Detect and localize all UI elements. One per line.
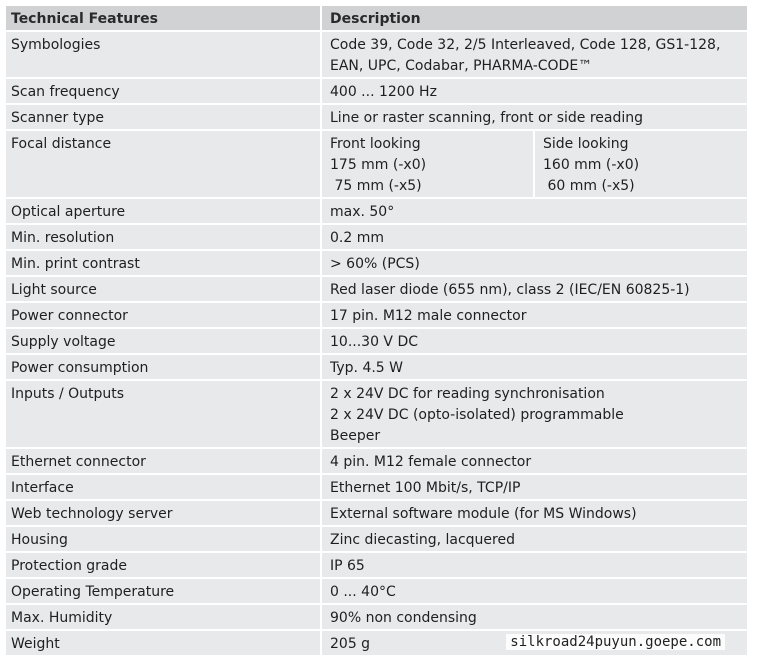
feature-label: Ethernet connector [6,449,320,473]
description-line: 2 x 24V DC for reading synchronisation [330,386,605,402]
feature-label: Light source [6,277,320,301]
front-looking-x5: 75 mm (-x5) [330,178,422,194]
description-line: > 60% (PCS) [330,256,420,272]
description-line: 10...30 V DC [330,334,419,350]
feature-description [322,579,747,603]
table-row [6,199,747,223]
description-line: Zinc diecasting, lacquered [330,532,515,548]
feature-label: Symbologies [6,32,320,77]
table-row [6,79,747,103]
focal-distance-split [322,131,747,197]
table-row [6,251,747,275]
description-line: External software module (for MS Windows) [330,506,637,522]
feature-label: Scan frequency [6,79,320,103]
feature-label: Inputs / Outputs [6,381,320,447]
feature-description [322,355,747,379]
header-technical-features: Technical Features [6,6,320,30]
feature-label: Min. resolution [6,225,320,249]
feature-description [322,225,747,249]
feature-description [322,527,747,551]
front-looking-cell [322,131,533,197]
table-row [6,303,747,327]
feature-label: Supply voltage [6,329,320,353]
table-row [6,605,747,629]
watermark-url: silkroad24puyun.goepe.com [506,634,725,650]
description-line: 0.2 mm [330,230,384,246]
technical-features-table [6,6,747,655]
feature-description [322,553,747,577]
feature-label: Min. print contrast [6,251,320,275]
description-line: 0 ... 40°C [330,584,396,600]
header-description: Description [322,6,747,30]
feature-label: Power consumption [6,355,320,379]
table-row [6,225,747,249]
description-line: EAN, UPC, Codabar, PHARMA-CODE™ [330,58,593,74]
feature-label: Max. Humidity [6,605,320,629]
table-row [6,579,747,603]
description-line: 2 x 24V DC (opto-isolated) programmable [330,407,624,423]
side-looking-x5: 60 mm (-x5) [543,178,635,194]
table-row [6,475,747,499]
table-header-row [6,6,747,30]
description-line: Code 39, Code 32, 2/5 Interleaved, Code 128, GS1-128, [330,37,721,53]
table-row [6,449,747,473]
feature-label: Optical aperture [6,199,320,223]
table-row [6,527,747,551]
feature-description [322,251,747,275]
feature-label: Interface [6,475,320,499]
table-row [6,355,747,379]
feature-label: Scanner type [6,105,320,129]
feature-description [322,449,747,473]
table-row [6,32,747,77]
feature-label: Housing [6,527,320,551]
feature-description [322,105,747,129]
feature-label: Protection grade [6,553,320,577]
description-line: Line or raster scanning, front or side reading [330,110,644,126]
front-looking-x0: 175 mm (-x0) [330,157,427,173]
feature-description [322,303,747,327]
description-line: 17 pin. M12 male connector [330,308,527,324]
side-looking-x0: 160 mm (-x0) [543,157,640,173]
description-line: 205 g [330,636,371,652]
table-row [6,105,747,129]
feature-label: Web technology server [6,501,320,525]
feature-description [322,79,747,103]
feature-description [322,475,747,499]
feature-label: Weight [6,631,320,655]
table-row [6,277,747,301]
feature-label: Power connector [6,303,320,327]
feature-description [322,329,747,353]
feature-description [322,381,747,447]
description-line: 400 ... 1200 Hz [330,84,437,100]
feature-description [322,605,747,629]
description-line: 4 pin. M12 female connector [330,454,532,470]
feature-description [322,32,747,77]
feature-label: Operating Temperature [6,579,320,603]
front-looking-title: Front looking [330,136,421,152]
feature-label: Focal distance [6,131,320,197]
table-row [6,553,747,577]
feature-description [322,199,747,223]
feature-description [322,501,747,525]
feature-description [322,277,747,301]
description-line: max. 50° [330,204,395,220]
side-looking-title: Side looking [543,136,629,152]
description-line: IP 65 [330,558,365,574]
table-row [6,381,747,447]
table-row [6,501,747,525]
table-row [6,131,747,197]
description-line: Beeper [330,428,381,444]
description-line: Typ. 4.5 W [330,360,404,376]
description-line: 90% non condensing [330,610,477,626]
table-row [6,329,747,353]
side-looking-cell [535,131,747,197]
description-line: Red laser diode (655 nm), class 2 (IEC/EN 60825-1) [330,282,690,298]
description-line: Ethernet 100 Mbit/s, TCP/IP [330,480,521,496]
